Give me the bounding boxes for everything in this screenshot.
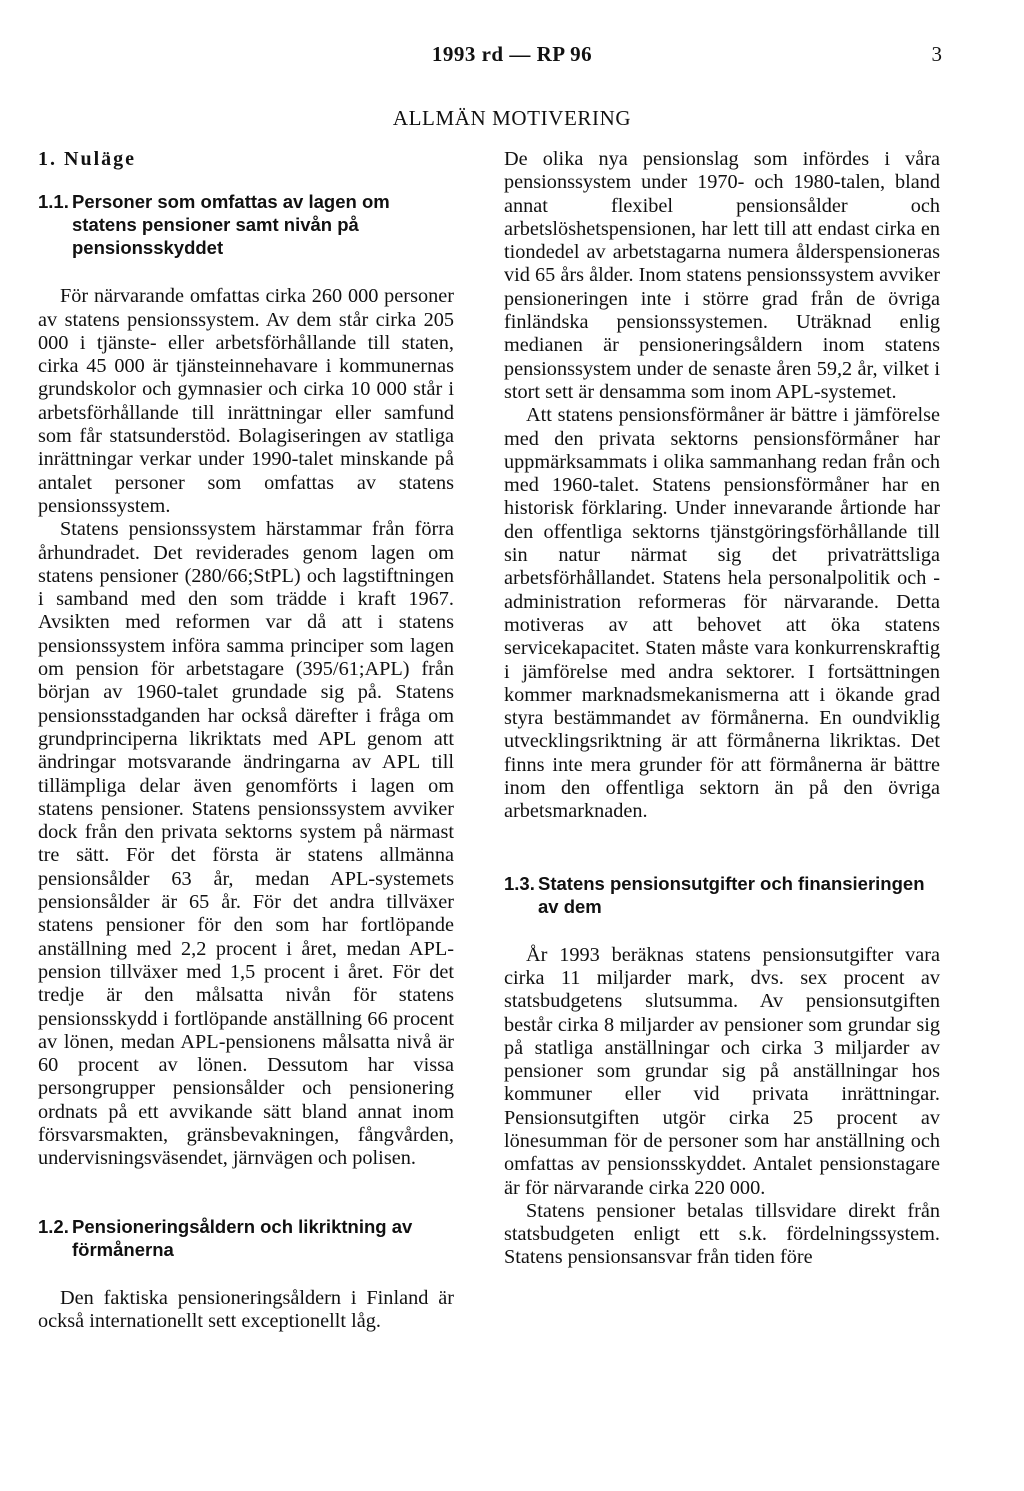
subheading-title: Personer som omfattas av lagen om statens pensioner samt nivån på pensionsskyddet: [72, 191, 390, 259]
paragraph: År 1993 beräknas statens pensionsutgifter vara cirka 11 miljarder mark, dvs. sex procent av statsbudgetens slutsumma. Av pensionsutgiften består cirka 8 miljarder av pensioner som grundar sig på statliga anställningar och cirka 3 miljarder av pensioner som grundar sig på anställningar hos kommuner eller vid privata inrättningar. Pensionsutgiften utgör cirka 25 procent av lönesumman för de personer som har anställning och omfattas av pensionsskyddet. Antalet pensionstagare är för närvarande cirka 220 000.: [504, 943, 940, 1199]
subheading-number: 1.3.: [504, 872, 535, 894]
paragraph: För närvarande omfattas cirka 260 000 personer av statens pensionssystem. Av dem står cirka 205 000 i tjänste- eller arbetsförhållande till staten, cirka 45 000 är tjänsteinnehavare i kommunernas grundskolor och gymnasier och cirka 10 000 står i arbetsförhållande till inrättningar eller samfund som får statsunderstöd. Bolagiseringen av statliga inrättningar verkar under 1990-talet minskande på antalet personer som omfattas av statens pensionssystem.: [38, 285, 454, 517]
running-title: 1993 rd — RP 96: [431, 42, 593, 66]
section-title: ALLMÄN MOTIVERING: [392, 106, 632, 130]
subheading-number: 1.2.: [38, 1215, 69, 1237]
paragraph: De olika nya pensionslag som infördes i våra pensionssystem under 1970- och 1980-talen, bland annat flexibel pensionsålder och arbetslöshetspensionen, har lett till att endast cirka en tiondedel av arbetstagarna numera ålderspensioneras vid 65 års ålder. Inom statens pensionssystem avviker pensioneringen inte i större grad från de övriga finländska pensionssystemen. Uträknad enlig medianen är pensioneringsåldern inom statens pensionssystem under de senaste åren 59,2 år, vilket i stort sett är densamma som inom APL-systemet.: [504, 148, 940, 403]
page-number: 3: [931, 42, 942, 66]
subheading-1-1: [38, 190, 454, 259]
subheading-1-2: [38, 1215, 454, 1261]
paragraph: Statens pensionssystem härstammar från förra århundradet. Det reviderades genom lagen om statens pensioner (280/66;StPL) och lagstiftningen i samband med den som trädde i kraft 1967. Avsikten med reformen var då att i statens pensionssystem införa samma principer som lagen om pension för arbetstagare (395/61;APL) från början av 1960-talet grundade sig på. Statens pensionsstadganden har också därefter i fråga om grundprinciperna likriktats med APL genom att ändringar motsvarande ändringarna av APL till tillämpliga delar även genomförts i lagen om statens pensioner. Statens pensionssystem avviker dock från den privata sektorns system på närmast tre sätt. För det första är statens allmänna pensionsålder 63 år, medan APL-systemets pensionsålder är 65 år. För det andra tillväxer statens pensioner för den som har fortlöpande anställning med 2,2 procent i året, medan APL-pension tillväxer med 1,5 procent i året. För det tredje är den målsatta nivån för statens pensionsskydd i fortlöpande anställning 66 procent av lönen, medan APL-pensionens målsatta nivå är 60 procent av lönen. Dessutom har vissa persongrupper pensionsålder och pensionering ordnats på ett avvikande sätt bland annat inom försvarsmakten, gränsbevakningen, fångvården, undervisningsväsendet, järnvägen och polisen.: [38, 518, 454, 1170]
running-header: [0, 42, 1024, 76]
subheading-number: 1.1.: [38, 191, 69, 213]
subheading-title: Pensioneringsåldern och likriktning av förmånerna: [72, 1215, 413, 1260]
right-column: [504, 148, 940, 1270]
subheading-1-3: [504, 872, 940, 918]
heading-nulage: 1. Nuläge: [38, 148, 136, 170]
subheading-title: Statens pensionsutgifter och finansieringen av dem: [538, 872, 925, 917]
left-column: [38, 148, 454, 1333]
paragraph: Den faktiska pensioneringsåldern i Finland är också internationellt sett exceptionellt låg.: [38, 1286, 454, 1332]
paragraph: Att statens pensionsförmåner är bättre i jämförelse med den privata sektorns pensionsförmåner har uppmärksammats i olika sammanhang redan från och med 1960-talet. Statens pensionsförmåner har en historisk förklaring. Under innevarande årtionde har den offentliga sektorns tjänstgöringsförhållande till sin natur närmat sig det privaträttsliga arbetsförhållandet. Statens hela personalpolitik och -administration reformeras för närvarande. Detta motiveras av att behovet att öka statens servicekapacitet. Staten måste vara konkurrenskraftig i jämförelse med andra sektorer. I fortsättningen kommer marknadsmekanismerna att i ökande grad styra bestämmandet av förmånerna. En oundviklig utvecklingsriktning är att förmånerna likriktas. Det finns inte mera grunder för att förmånerna är bättre inom den offentliga sektorn än på den övriga arbetsmarknaden.: [504, 404, 940, 823]
paragraph: Statens pensioner betalas tillsvidare direkt från statsbudgeten enligt ett s.k. fördelningssystem. Statens pensionsansvar från tiden före: [504, 1199, 940, 1269]
